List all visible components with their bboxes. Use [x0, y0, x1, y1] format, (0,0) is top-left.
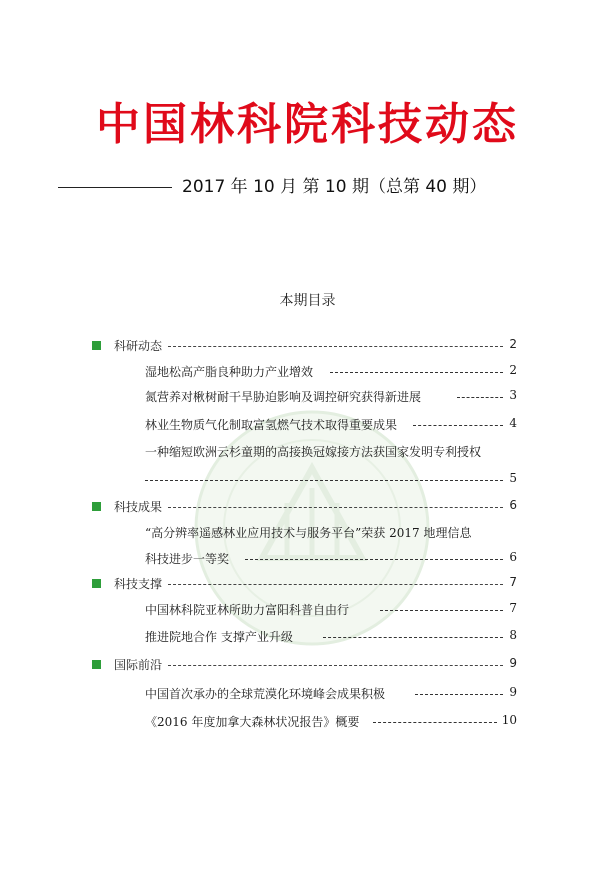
dot-leader	[330, 372, 503, 373]
issue-rule	[58, 187, 172, 188]
toc-item[interactable]	[145, 388, 517, 406]
toc-page-number: 5	[509, 471, 517, 485]
toc-page-number: 7	[509, 575, 517, 589]
issue-line: 2017 年 10 月 第 10 期（总第 40 期）	[182, 177, 487, 197]
toc-section-label: 科技支撑	[114, 577, 163, 591]
toc-page-number: 9	[509, 656, 517, 670]
bullet-square-icon	[92, 341, 101, 350]
toc-item[interactable]	[145, 363, 517, 381]
toc-section-label: 科技成果	[114, 500, 163, 514]
toc-section[interactable]	[92, 337, 517, 355]
toc-section[interactable]	[92, 498, 517, 516]
toc-title: 本期目录	[279, 293, 336, 309]
dot-leader	[245, 559, 503, 560]
toc-section-label: 国际前沿	[114, 658, 163, 672]
toc-item[interactable]	[145, 416, 517, 434]
dot-leader	[413, 425, 503, 426]
toc-section-label: 科研动态	[114, 339, 163, 353]
toc-page-number: 4	[509, 416, 517, 430]
dot-leader	[457, 397, 503, 398]
dot-leader	[380, 610, 503, 611]
toc-item-continued[interactable]	[145, 550, 517, 568]
bullet-square-icon	[92, 660, 101, 669]
toc-item-label: 中国首次承办的全球荒漠化环境峰会成果积极	[145, 687, 386, 701]
toc-page-number: 3	[509, 388, 517, 402]
toc-page-number: 2	[509, 363, 517, 377]
dot-leader	[415, 694, 503, 695]
toc-item-label: 《2016 年度加拿大森林状况报告》概要	[145, 715, 360, 729]
dot-leader	[168, 507, 503, 508]
dot-leader	[323, 637, 503, 638]
toc-page-number: 6	[509, 550, 517, 564]
dot-leader	[168, 584, 503, 585]
toc-item-label: 林业生物质气化制取富氢燃气技术取得重要成果	[145, 418, 398, 432]
toc-item[interactable]	[145, 713, 517, 731]
bullet-square-icon	[92, 579, 101, 588]
toc-item[interactable]	[145, 524, 517, 542]
toc-item[interactable]	[145, 628, 517, 646]
toc-item-label: 湿地松高产脂良种助力产业增效	[145, 365, 314, 379]
dot-leader	[168, 346, 503, 347]
toc-page-number: 9	[509, 685, 517, 699]
toc-page-number: 6	[509, 498, 517, 512]
toc-page-number: 2	[509, 337, 517, 351]
newsletter-title: 中国林科院科技动态	[96, 99, 519, 150]
toc-item-label: 中国林科院亚林所助力富阳科普自由行	[145, 603, 350, 617]
toc-item-label-continued: 科技进步一等奖	[145, 552, 230, 566]
dot-leader	[373, 722, 497, 723]
toc-item-label: 推进院地合作 支撑产业升级	[145, 630, 293, 644]
bullet-square-icon	[92, 502, 101, 511]
dot-leader	[145, 480, 503, 481]
toc-item[interactable]	[145, 685, 517, 703]
toc-item-label: 一种缩短欧洲云杉童期的高接换冠嫁接方法获国家发明专利授权	[145, 445, 482, 459]
toc-item-continued[interactable]	[145, 471, 517, 489]
toc-page-number: 8	[509, 628, 517, 642]
toc-section[interactable]	[92, 656, 517, 674]
toc-page-number: 10	[501, 713, 517, 727]
toc-item[interactable]	[145, 443, 517, 461]
toc-section[interactable]	[92, 575, 517, 593]
toc-item-label: 氮营养对楸树耐干旱胁迫影响及调控研究获得新进展	[145, 390, 422, 404]
toc-item[interactable]	[145, 601, 517, 619]
dot-leader	[168, 665, 503, 666]
toc-item-label: “高分辨率遥感林业应用技术与服务平台”荣获 2017 地理信息	[145, 526, 472, 540]
toc-page-number: 7	[509, 601, 517, 615]
